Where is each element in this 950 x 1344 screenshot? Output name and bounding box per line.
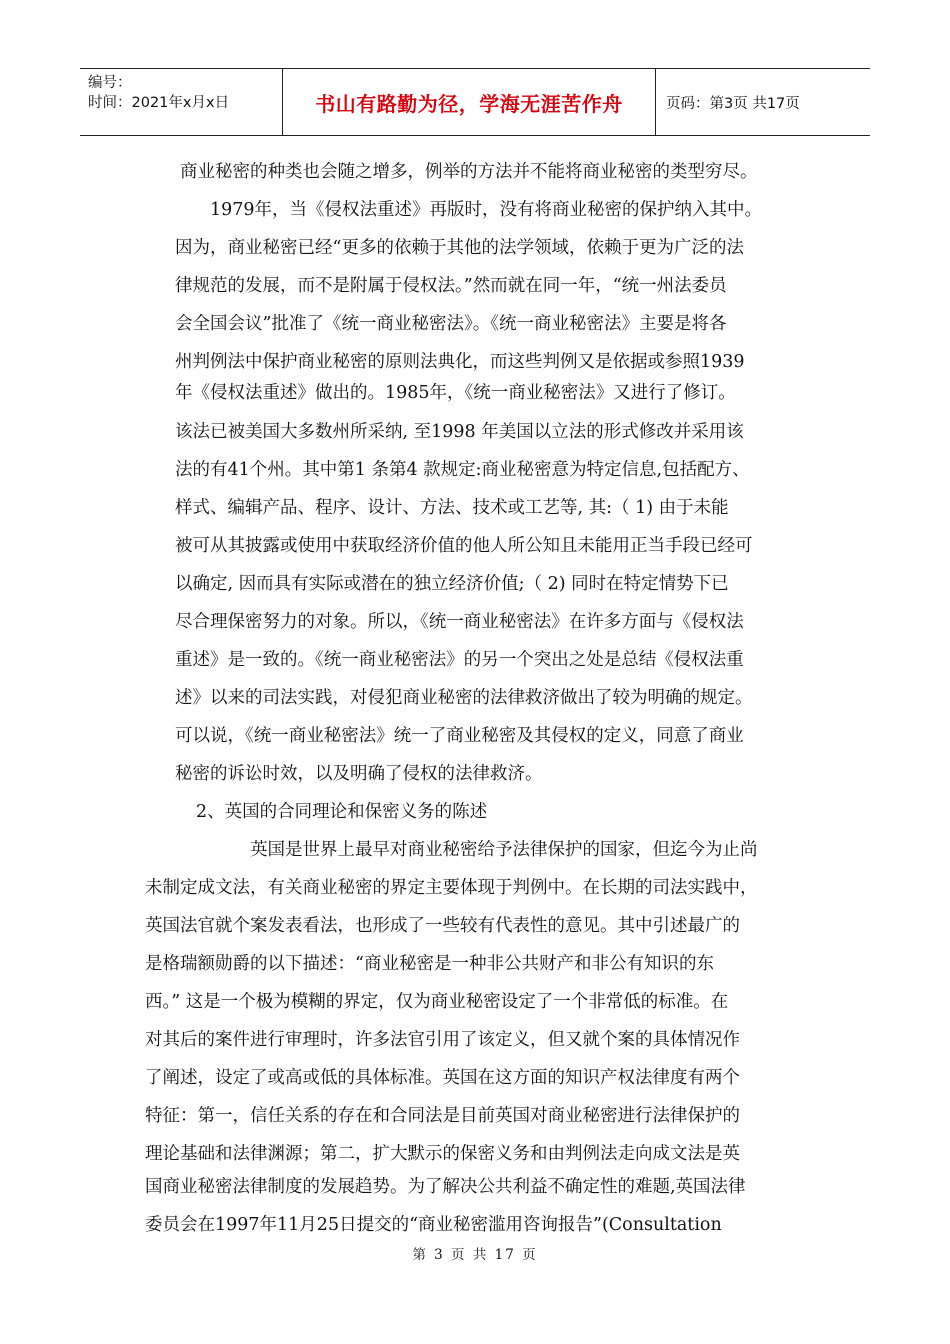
number-label: 编号： — [88, 75, 132, 91]
page-header — [80, 68, 870, 136]
header-meta — [80, 69, 283, 135]
header-motto: 书山有路勤为径，学海无涯苦作舟 — [283, 69, 656, 135]
text-line: 国商业秘密法律制度的发展趋势。为了解决公共利益不确定性的难题,英国法律 — [145, 1177, 746, 1197]
text-line: 样式、编辑产品、程序、设计、方法、技术或工艺等, 其:（ 1) 由于未能 — [175, 498, 729, 518]
text-line: 商业秘密的种类也会随之增多，例举的方法并不能将商业秘密的类型穷尽。 — [180, 162, 758, 182]
text-line: 委员会在1997年11月25日提交的“商业秘密滥用咨询报告”(Consultation — [145, 1215, 722, 1235]
text-line: 被可从其披露或使用中获取经济价值的他人所公知且未能用正当手段已经可 — [175, 536, 753, 556]
text-line: 该法已被美国大多数州所采纳, 至1998 年美国以立法的形式修改并采用该 — [175, 422, 744, 442]
page-footer: 第 3 页 共 17 页 — [412, 1247, 538, 1263]
text-line: 重述》是一致的。《统一商业秘密法》的另一个突出之处是总结《侵权法重 — [175, 650, 744, 670]
text-line: 尽合理保密努力的对象。所以，《统一商业秘密法》在许多方面与《侵权法 — [175, 612, 744, 632]
text-line: 可以说，《统一商业秘密法》统一了商业秘密及其侵权的定义，同意了商业 — [175, 726, 744, 746]
text-line: 特征：第一，信任关系的存在和合同法是目前英国对商业秘密进行法律保护的 — [145, 1106, 740, 1126]
text-line: 州判例法中保护商业秘密的原则法典化，而这些判例又是依据或参照1939 — [175, 352, 745, 372]
text-line: 未制定成文法，有关商业秘密的界定主要体现于判例中。在长期的司法实践中， — [145, 878, 758, 898]
text-line: 因为，商业秘密已经“更多的依赖于其他的法学领域，依赖于更为广泛的法 — [175, 238, 744, 258]
text-line: 会全国会议”批准了《统一商业秘密法》。《统一商业秘密法》主要是将各 — [175, 314, 727, 334]
text-line: 英国法官就个案发表看法，也形成了一些较有代表性的意见。其中引述最广的 — [145, 916, 740, 936]
text-line: 西。” 这是一个极为模糊的界定，仅为商业秘密设定了一个非常低的标准。在 — [145, 992, 729, 1012]
text-line: 以确定, 因而具有实际或潜在的独立经济价值;（ 2) 同时在特定情势下已 — [175, 574, 729, 594]
text-line: 法的有41个州。其中第1 条第4 款规定:商业秘密意为特定信息,包括配方、 — [175, 460, 750, 480]
text-line: 述》以来的司法实践，对侵犯商业秘密的法律救济做出了较为明确的规定。 — [175, 688, 753, 708]
text-line: 了阐述，设定了或高或低的具体标准。英国在这方面的知识产权法律度有两个 — [145, 1068, 740, 1088]
text-line: 1979年，当《侵权法重述》再版时，没有将商业秘密的保护纳入其中。 — [210, 200, 763, 220]
text-line: 对其后的案件进行审理时，许多法官引用了该定义，但又就个案的具体情况作 — [145, 1030, 740, 1050]
text-line: 年《侵权法重述》做出的。1985年，《统一商业秘密法》又进行了修订。 — [175, 383, 736, 403]
text-line: 英国是世界上最早对商业秘密给予法律保护的国家，但迄今为止尚 — [250, 840, 758, 860]
text-line: 是格瑞额勋爵的以下描述：“商业秘密是一种非公共财产和非公有知识的东 — [145, 954, 714, 974]
header-page-info: 页码：第3页 共17页 — [666, 95, 800, 112]
text-line: 秘密的诉讼时效，以及明确了侵权的法律救济。 — [175, 764, 543, 784]
section-heading: 2、英国的合同理论和保密义务的陈述 — [196, 802, 488, 822]
text-line: 理论基础和法律渊源；第二，扩大默示的保密义务和由判例法走向成文法是英 — [145, 1144, 740, 1164]
text-line: 律规范的发展，而不是附属于侵权法。”然而就在同一年，“统一州法委员 — [175, 276, 727, 296]
time-label: 时间：2021年x月x日 — [88, 95, 230, 111]
